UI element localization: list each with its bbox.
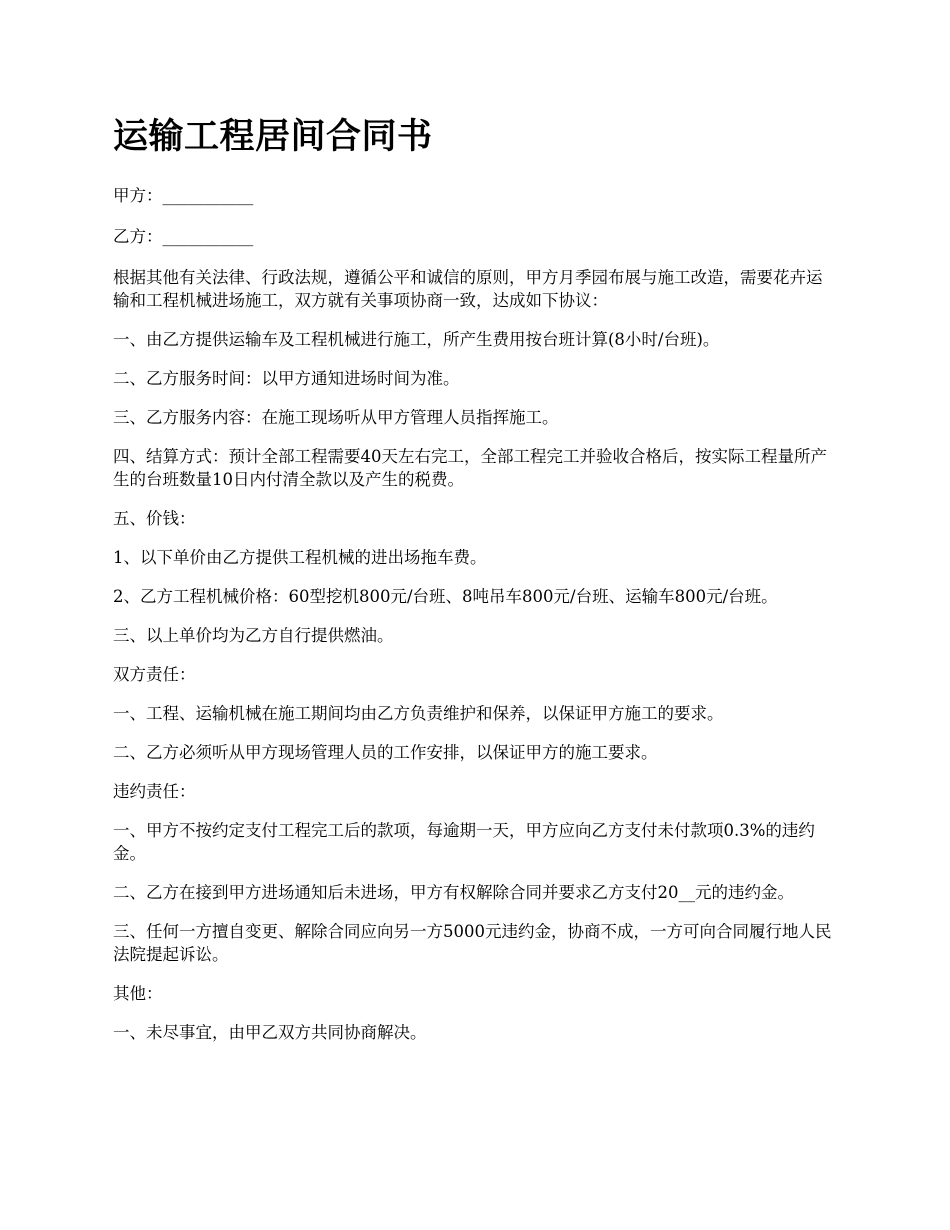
- paragraph: 二、乙方必须听从甲方现场管理人员的工作安排，以保证甲方的施工要求。: [113, 743, 658, 762]
- section-heading-breach: 违约责任：: [113, 782, 196, 801]
- section-heading-responsibilities: 双方责任：: [113, 665, 196, 684]
- paragraph: 二、乙方服务时间：以甲方通知进场时间为准。: [113, 369, 460, 388]
- paragraph: 三、以上单价均为乙方自行提供燃油。: [113, 626, 394, 645]
- section-heading-price: 五、价钱：: [113, 509, 196, 528]
- paragraph: 一、由乙方提供运输车及工程机械进行施工，所产生费用按台班计算(8小时/台班)。: [113, 330, 720, 349]
- paragraph: 三、乙方服务内容：在施工现场听从甲方管理人员指挥施工。: [113, 408, 559, 427]
- contract-page: [113, 112, 833, 1060]
- paragraph: 一、甲方不按约定支付工程完工后的款项，每逾期一天，甲方应向乙方支付未付款项0.3%的违约金。: [113, 821, 815, 863]
- paragraph: 四、结算方式：预计全部工程需要40天左右完工，全部工程完工并验收合格后，按实际工程量所产生的台班数量10日内付清全款以及产生的税费。: [113, 447, 827, 489]
- paragraph: 1、以下单价由乙方提供工程机械的进出场拖车费。: [113, 548, 487, 567]
- paragraph: 2、乙方工程机械价格：60型挖机800元/台班、8吨吊车800元/台班、运输车800元/台班。: [113, 587, 778, 606]
- paragraph: 一、未尽事宜，由甲乙双方共同协商解决。: [113, 1023, 427, 1042]
- document-title: 运输工程居间合同书: [113, 116, 433, 157]
- party-a-line: 甲方：___________: [113, 186, 254, 205]
- party-b-line: 乙方：___________: [113, 227, 254, 246]
- paragraph: 一、工程、运输机械在施工期间均由乙方负责维护和保养，以保证甲方施工的要求。: [113, 704, 724, 723]
- paragraph: 二、乙方在接到甲方进场通知后未进场，甲方有权解除合同并要求乙方支付20__元的违约金。: [113, 883, 794, 902]
- section-heading-other: 其他：: [113, 984, 163, 1003]
- paragraph: 三、任何一方擅自变更、解除合同应向另一方5000元违约金，协商不成，一方可向合同履行地人民法院提起诉讼。: [113, 922, 832, 964]
- paragraph-preamble: 根据其他有关法律、行政法规，遵循公平和诚信的原则，甲方月季园布展与施工改造，需要花卉运输和工程机械进场施工，双方就有关事项协商一致，达成如下协议：: [113, 268, 823, 310]
